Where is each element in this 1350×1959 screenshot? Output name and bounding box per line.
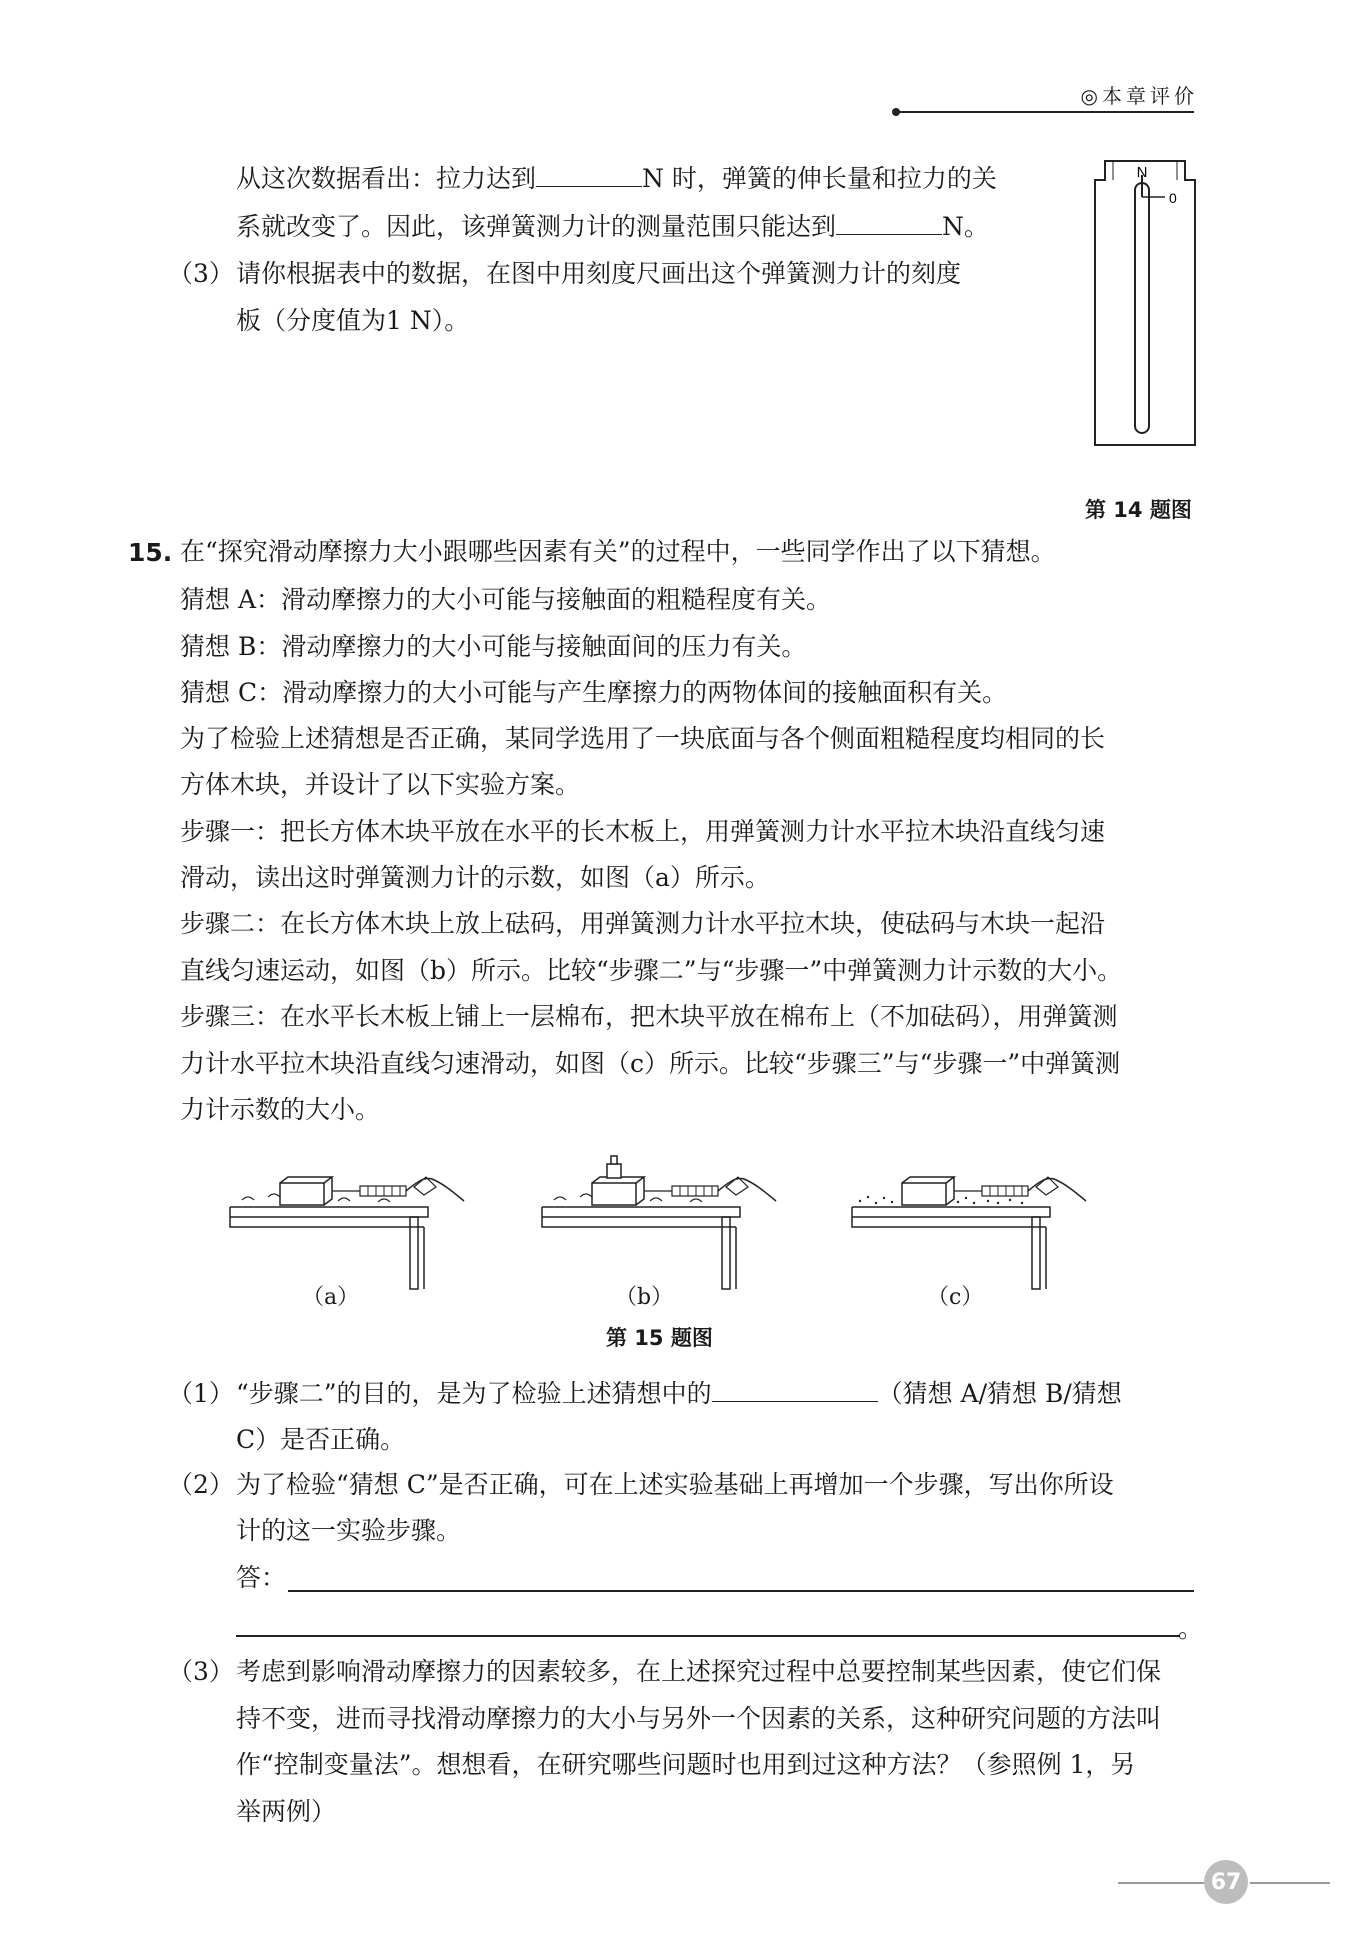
q15-answer-end-mark: 。	[1178, 1614, 1204, 1643]
q14-sub3-line1: 请你根据表中的数据，在图中用刻度尺画出这个弹簧测力计的刻度	[236, 259, 962, 288]
q15-sub1-num: （1）	[168, 1379, 234, 1408]
q15-sub3-line3: 作“控制变量法”。想想看，在研究哪些问题时也用到过这种方法？（参照例 1，另	[236, 1750, 1136, 1779]
q15-sub1-line2: C）是否正确。	[236, 1425, 406, 1454]
q15-sub1-line1: “步骤二”的目的，是为了检验上述猜想中的 （猜想 A/猜想 B/猜想	[236, 1379, 1122, 1408]
footer-rule-left	[1118, 1882, 1204, 1884]
q15-guess-b: 猜想 B：滑动摩擦力的大小可能与接触面间的压力有关。	[180, 632, 807, 661]
footer-rule-right	[1250, 1882, 1330, 1884]
experiment-figure-b	[540, 1150, 790, 1290]
q15-intro: 在“探究滑动摩擦力大小跟哪些因素有关”的过程中，一些同学作出了以下猜想。	[180, 537, 1056, 566]
q15-figure-caption: 第 15 题图	[606, 1326, 713, 1350]
figure-a-label: （a）	[302, 1285, 360, 1310]
page-number: 67	[1210, 1869, 1242, 1895]
figure-c-label: （c）	[927, 1285, 984, 1310]
q15-sub2-num: （2）	[168, 1470, 234, 1499]
q15-sub2-line2: 计的这一实验步骤。	[236, 1516, 462, 1545]
q15-step1-line2: 滑动，读出这时弹簧测力计的示数，如图（a）所示。	[180, 863, 770, 892]
figure-b-label: （b）	[615, 1285, 674, 1310]
q15-guess-a: 猜想 A：滑动摩擦力的大小可能与接触面的粗糙程度有关。	[180, 585, 832, 614]
spring-scale-figure	[1085, 155, 1205, 465]
q15-step1-line1: 步骤一：把长方体木块平放在水平的长木板上，用弹簧测力计水平拉木块沿直线匀速	[180, 817, 1106, 846]
q14-sub3-num: （3）	[168, 259, 234, 288]
q15-answer-label: 答：	[236, 1563, 287, 1592]
q15-sub1-blank[interactable]	[712, 1377, 878, 1402]
q14-figure-caption: 第 14 题图	[1085, 498, 1192, 522]
q15-answer-line-1[interactable]	[288, 1590, 1194, 1592]
q15-sub3-line4: 举两例）	[236, 1797, 337, 1826]
q14-blank-2[interactable]	[836, 210, 942, 235]
q15-step2-line1: 步骤二：在长方体木块上放上砝码，用弹簧测力计水平拉木块，使砝码与木块一起沿	[180, 909, 1106, 938]
q14-line1: 从这次数据看出：拉力达到 N 时，弹簧的伸长量和拉力的关	[236, 164, 997, 193]
spring-scale-unit-label: N	[1136, 164, 1148, 181]
q14-line2: 系就改变了。因此，该弹簧测力计的测量范围只能达到 N。	[236, 212, 989, 241]
q15-plan-line2: 方体木块，并设计了以下实验方案。	[180, 770, 581, 799]
header-rule	[898, 111, 1194, 113]
q15-sub2-line1: 为了检验“猜想 C”是否正确，可在上述实验基础上再增加一个步骤，写出你所设	[236, 1470, 1114, 1499]
q15-step2-line2: 直线匀速运动，如图（b）所示。比较“步骤二”与“步骤一”中弹簧测力计示数的大小。	[180, 956, 1123, 985]
q15-step3-line3: 力计示数的大小。	[180, 1095, 381, 1124]
q15-sub3-num: （3）	[168, 1657, 234, 1686]
q14-blank-1[interactable]	[536, 162, 642, 187]
experiment-figure-a	[228, 1165, 478, 1290]
q15-number: 15.	[128, 538, 173, 567]
q15-sub3-line1: 考虑到影响滑动摩擦力的因素较多，在上述探究过程中总要控制某些因素，使它们保	[236, 1657, 1162, 1686]
header-rule-dot	[892, 108, 900, 116]
q15-guess-c: 猜想 C：滑动摩擦力的大小可能与产生摩擦力的两物体间的接触面积有关。	[180, 678, 1008, 707]
spring-scale-zero-label: 0	[1169, 190, 1177, 206]
page-number-badge	[1204, 1860, 1248, 1904]
q15-step3-line1: 步骤三：在水平长木板上铺上一层棉布，把木块平放在棉布上（不加砝码），用弹簧测	[180, 1002, 1118, 1031]
section-header-label: ◎本章评价	[1080, 84, 1198, 108]
q14-sub3-line2: 板（分度值为1 N）。	[236, 306, 470, 335]
q15-answer-line-2[interactable]	[236, 1635, 1180, 1637]
q15-plan-line1: 为了检验上述猜想是否正确，某同学选用了一块底面与各个侧面粗糙程度均相同的长	[180, 724, 1106, 753]
q15-step3-line2: 力计水平拉木块沿直线匀速滑动，如图（c）所示。比较“步骤三”与“步骤一”中弹簧测	[180, 1049, 1121, 1078]
experiment-figure-c	[850, 1165, 1100, 1290]
q15-sub3-line2: 持不变，进而寻找滑动摩擦力的大小与另外一个因素的关系，这种研究问题的方法叫	[236, 1704, 1162, 1733]
